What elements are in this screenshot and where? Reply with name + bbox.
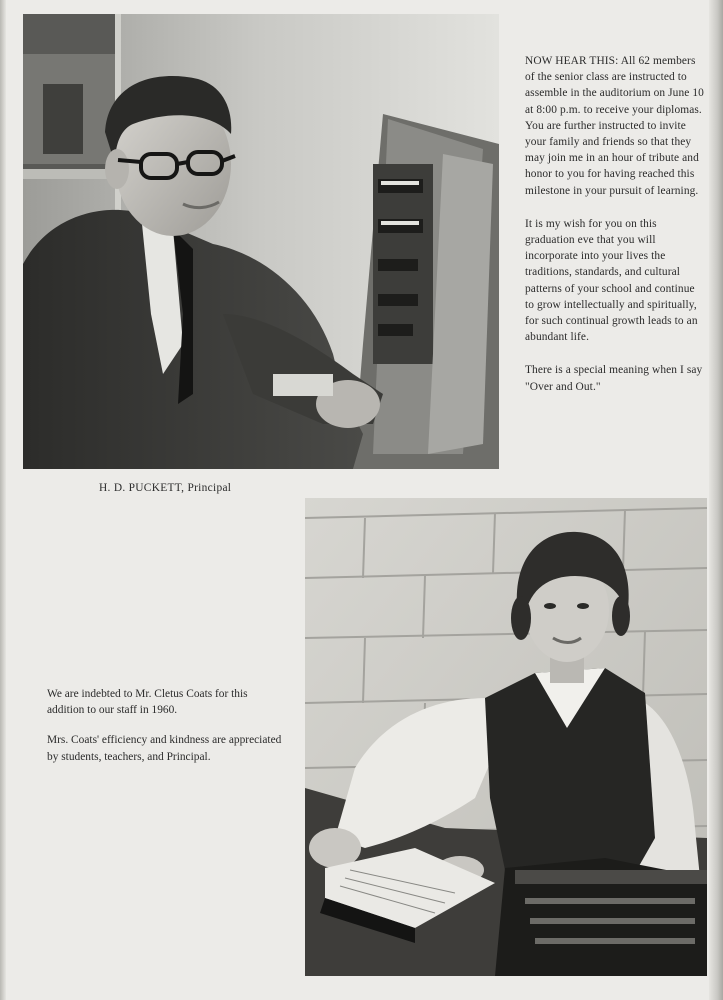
staff-note — [47, 686, 287, 779]
staff-note-paragraph-2: Mrs. Coats' efficiency and kindness are appreciated by students, teachers, and Principal. — [47, 734, 282, 763]
staff-note-paragraph-1: We are indebted to Mr. Cletus Coats for this addition to our staff in 1960. — [47, 688, 248, 717]
page-right-edge — [709, 0, 723, 1000]
message-paragraph-2: It is my wish for you on this graduation eve that you will incorporate into your lives the traditions, standards, and cultural patterns of your school and continue to grow intellectually and spiritually, for such continual growth leads to an abundant life. — [525, 217, 698, 344]
page-binding-edge — [0, 0, 6, 1000]
message-paragraph-3: There is a special meaning when I say "Over and Out." — [525, 364, 703, 393]
photo-secretary-at-typewriter — [305, 498, 707, 976]
secretary-photo-illustration — [305, 498, 707, 976]
principal-caption: H. D. PUCKETT, Principal — [99, 482, 232, 494]
principal-message — [525, 53, 705, 412]
message-paragraph-1: NOW HEAR THIS: All 62 members of the senior class are instructed to assemble in the auditorium on June 10 at 8:00 p.m. to receive your diplomas. You are further instructed to invite your family and friends so that they may join me in an hour of tribute and honor to you for having reached this milestone in your pursuit of learning. — [525, 55, 704, 197]
photo-principal-at-console — [23, 14, 499, 469]
principal-photo-illustration — [23, 14, 499, 469]
